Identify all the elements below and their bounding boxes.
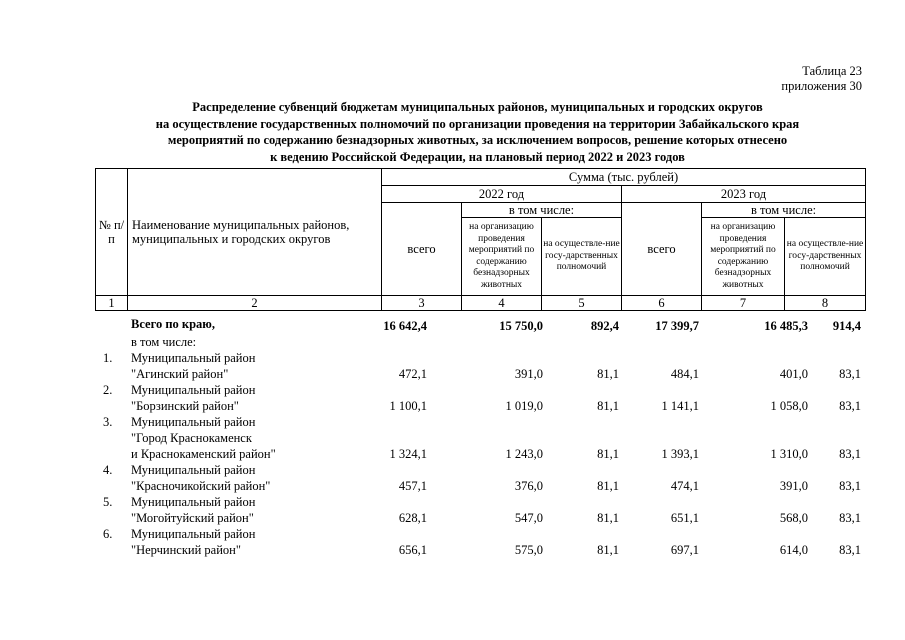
cell-total-4: 15 750,0	[499, 319, 543, 333]
col-num-3: 3	[382, 296, 462, 311]
row-name	[131, 526, 255, 558]
row-name-line: Муниципальный район	[131, 383, 256, 397]
header-col-number: № п/п	[96, 169, 128, 296]
cell-value: 575,0	[514, 543, 543, 557]
row-name-line: "Город Краснокаменск	[131, 431, 252, 445]
table-row-total	[95, 316, 865, 334]
cell-value: 568,0	[779, 511, 808, 525]
cell-value: 547,0	[514, 511, 543, 525]
table-row	[95, 350, 865, 382]
cell-value: 1 100,1	[389, 399, 427, 413]
col-num-4: 4	[462, 296, 542, 311]
cell-value: 81,1	[597, 399, 619, 413]
cell-value: 484,1	[670, 367, 699, 381]
row-name	[131, 382, 255, 414]
row-number: 3.	[103, 415, 113, 429]
table-body	[95, 316, 865, 558]
title-line-3: мероприятий по содержанию безнадзорных животных, за исключением вопросов, решение которых отнесено	[167, 133, 788, 147]
document-title	[90, 99, 865, 165]
row-number: 5.	[103, 495, 113, 509]
row-number: 2.	[103, 383, 113, 397]
table-reference	[781, 64, 862, 94]
row-name	[131, 462, 270, 494]
cell-value: 83,1	[839, 511, 861, 525]
header-org-2022: на организацию проведения мероприятий по содержанию безнадзорных животных	[462, 218, 542, 296]
row-name-line: Муниципальный район	[131, 463, 256, 477]
header-year-2023: 2023 год	[622, 186, 866, 203]
col-num-2: 2	[128, 296, 382, 311]
row-name-line: "Могойтуйский район"	[131, 511, 254, 525]
header-year-2022: 2022 год	[382, 186, 622, 203]
cell-value: 401,0	[779, 367, 808, 381]
header-impl-2022: на осуществле-ние госу-дарственных полномочий	[542, 218, 622, 296]
cell-total-7: 16 485,3	[764, 319, 808, 333]
cell-value: 81,1	[597, 511, 619, 525]
table-row	[95, 414, 865, 462]
header-including-2022: в том числе:	[462, 203, 622, 218]
cell-value: 391,0	[514, 367, 543, 381]
cell-total-6: 17 399,7	[655, 319, 699, 333]
total-label: Всего по краю,	[131, 317, 215, 331]
row-name-line: и Краснокаменский район"	[131, 447, 276, 461]
table-row	[95, 526, 865, 558]
cell-value: 81,1	[597, 447, 619, 461]
row-name	[131, 350, 255, 382]
appendix-number: приложения 30	[781, 79, 862, 93]
cell-value: 83,1	[839, 447, 861, 461]
row-number: 6.	[103, 527, 113, 541]
row-name-line: Муниципальный район	[131, 527, 256, 541]
header-sum: Сумма (тыс. рублей)	[382, 169, 866, 186]
cell-value: 472,1	[398, 367, 427, 381]
cell-value: 83,1	[839, 367, 861, 381]
cell-value: 474,1	[670, 479, 699, 493]
header-org-2023: на организацию проведения мероприятий по содержанию безнадзорных животных	[702, 218, 785, 296]
cell-value: 1 243,0	[505, 447, 543, 461]
cell-value: 376,0	[514, 479, 543, 493]
cell-value: 81,1	[597, 543, 619, 557]
including-label: в том числе:	[131, 335, 197, 349]
row-name-line: Муниципальный район	[131, 351, 256, 365]
col-num-8: 8	[785, 296, 866, 311]
cell-value: 1 141,1	[661, 399, 699, 413]
cell-total-3: 16 642,4	[383, 319, 427, 333]
title-line-4: к ведению Российской Федерации, на плановый период 2022 и 2023 годов	[270, 149, 685, 164]
cell-value: 1 058,0	[770, 399, 808, 413]
cell-value: 457,1	[398, 479, 427, 493]
header-impl-2023: на осуществле-ние госу-дарственных полномочий	[785, 218, 866, 296]
title-line-2: на осуществление государственных полномочий по организации проведения на территории Забайкальского края	[155, 116, 800, 131]
row-name-line: "Агинский район"	[131, 367, 229, 381]
row-name-line: Муниципальный район	[131, 415, 256, 429]
cell-value: 651,1	[670, 511, 699, 525]
row-name	[131, 414, 276, 462]
table-row-including	[95, 334, 865, 350]
col-num-7: 7	[702, 296, 785, 311]
cell-value: 656,1	[398, 543, 427, 557]
col-num-6: 6	[622, 296, 702, 311]
header-col-name: Наименование муниципальных районов, муниципальных и городских округов	[128, 169, 382, 296]
table-header	[95, 168, 866, 311]
cell-value: 81,1	[597, 367, 619, 381]
row-name-line: "Красночикойский район"	[131, 479, 271, 493]
cell-total-8: 914,4	[832, 319, 861, 333]
cell-value: 614,0	[779, 543, 808, 557]
cell-value: 697,1	[670, 543, 699, 557]
row-name-line: "Нерчинский район"	[131, 543, 241, 557]
cell-value: 628,1	[398, 511, 427, 525]
table-row	[95, 462, 865, 494]
col-num-5: 5	[542, 296, 622, 311]
table-row	[95, 382, 865, 414]
col-num-1: 1	[96, 296, 128, 311]
row-number: 1.	[103, 351, 113, 365]
header-total-2023: всего	[622, 203, 702, 296]
cell-value: 81,1	[597, 479, 619, 493]
row-name-line: Муниципальный район	[131, 495, 256, 509]
cell-value: 391,0	[779, 479, 808, 493]
cell-value: 1 324,1	[389, 447, 427, 461]
header-including-2023: в том числе:	[702, 203, 866, 218]
row-name-line: "Борзинский район"	[131, 399, 239, 413]
title-line-1: Распределение субвенций бюджетам муниципальных районов, муниципальных и городских округов	[192, 100, 763, 114]
cell-value: 1 393,1	[661, 447, 699, 461]
cell-value: 1 019,0	[505, 399, 543, 413]
cell-total-5: 892,4	[590, 319, 619, 333]
cell-value: 83,1	[839, 399, 861, 413]
header-total-2022: всего	[382, 203, 462, 296]
cell-value: 83,1	[839, 479, 861, 493]
table-row	[95, 494, 865, 526]
row-name	[131, 494, 255, 526]
table-number: Таблица 23	[802, 64, 862, 78]
row-number: 4.	[103, 463, 113, 477]
cell-value: 1 310,0	[770, 447, 808, 461]
cell-value: 83,1	[839, 543, 861, 557]
